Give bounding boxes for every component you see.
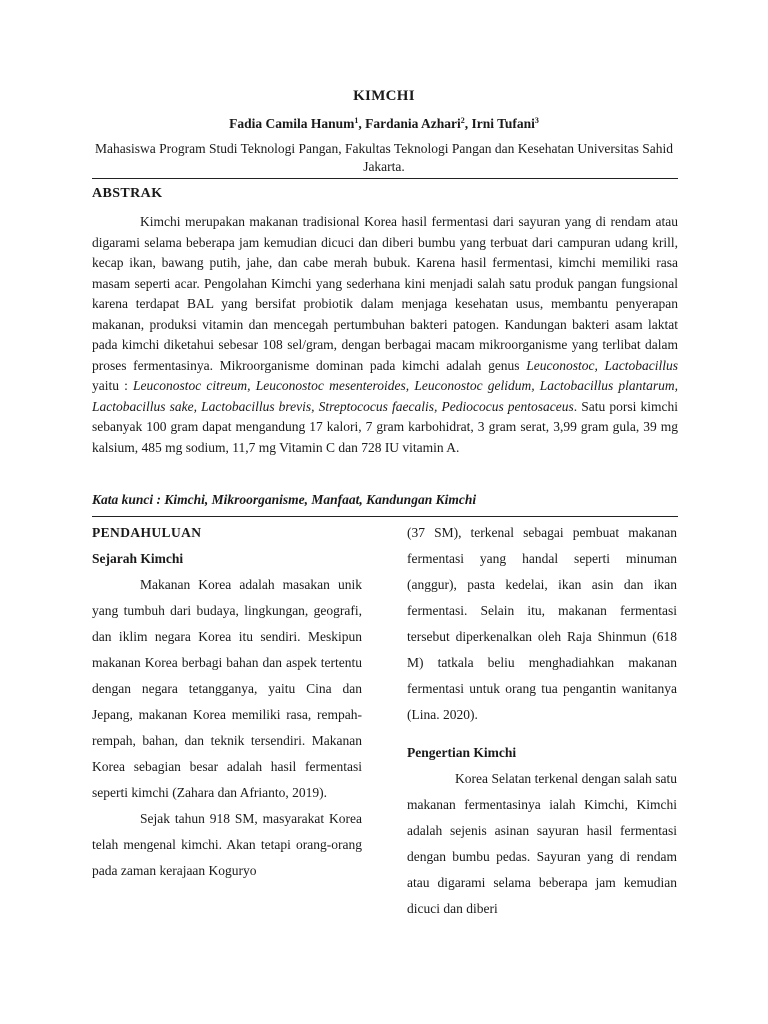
author-mark: 1 [354, 116, 359, 125]
paragraph-gap [407, 728, 677, 740]
body-paragraph: (37 SM), terkenal sebagai pembuat makanan fermentasi yang handal seperti minuman (anggur), pasta kedelai, ikan asin dan ikan fermentasi. Selain itu, makanan fermentasi tersebut diperkenalkan oleh Raja Shinmun (618 M) tatkala beliu menghadiahkan makanan fermentasi untuk orang tua pengantin wanitanya (Lina. 2020). [407, 525, 677, 722]
keywords: Kata kunci : Kimchi, Mikroorganisme, Manfaat, Kandungan Kimchi [92, 492, 477, 507]
author-mark: 3 [534, 116, 539, 125]
author-name: Irni Tufani [471, 116, 535, 131]
subsection-heading: Pengertian Kimchi [407, 745, 517, 760]
subsection-heading: Sejarah Kimchi [92, 551, 184, 566]
author-separator: , [464, 116, 472, 131]
paper-title: KIMCHI [353, 88, 415, 104]
header-divider [92, 178, 678, 179]
author-name: Fardania Azhari [365, 116, 461, 131]
section-heading: PENDAHULUAN [92, 525, 202, 540]
body-paragraph: Makanan Korea adalah masakan unik yang tumbuh dari budaya, lingkungan, geografi, dan iklim negara Korea itu sendiri. Meskipun makanan Korea berbagi bahan dan aspek tertentu dengan negara tetangganya, yaitu Cina dan Jepang, makanan Korea memiliki rasa, rempah-rempah, bahan, dan teknik tersendiri. Makanan Korea sebagian besar adalah hasil fermentasi seperti kimchi (Zahara dan Afrianto, 2019). [92, 577, 362, 800]
abstract-part: Kimchi merupakan makanan tradisional Korea hasil fermentasi dari sayuran yang di rendam atau digarami selama beberapa jam kemudian dicuci dan diberi bumbu yang terbuat dari campuran udang krill, kecap ikan, bawang putih, jahe, dan cabe merah bubuk. Karena hasil fermentasi, kimchi memiliki rasa masam seperti acar. Pengolahan Kimchi yang sederhana kini menjadi salah satu produk pangan fungsional karena terdapat BAL yang bersifat probiotik dalam menjaga kesehatan usus, membantu penyerapan makanan, produksi vitamin dan mencegah pertumbuhan bakteri patogen. Kandungan bakteri asam laktat pada kimchi diketahui sebesar 108 sel/gram, dengan berbagai macam mikroorganisme yang terlibat dalam proses fermentasinya. Mikroorganisme dominan pada kimchi adalah genus [92, 214, 678, 373]
abstract-heading: ABSTRAK [92, 186, 163, 201]
abstract-genus: Leuconostoc, Lactobacillus [526, 357, 678, 373]
abstract-text [92, 212, 678, 458]
right-column [407, 520, 677, 922]
author-separator: , [358, 116, 366, 131]
body-paragraph: Korea Selatan terkenal dengan salah satu makanan fermentasinya ialah Kimchi, Kimchi adalah sejenis asinan sayuran hasil fermentasi dengan bumbu pedas. Sayuran yang di rendam atau digarami selama beberapa jam kemudian dicuci dan diberi [407, 771, 677, 916]
abstract-part: yaitu : [92, 378, 134, 393]
author-name: Fadia Camila Hanum [229, 116, 355, 131]
author-mark: 2 [460, 116, 465, 125]
body-paragraph: Sejak tahun 918 SM, masyarakat Korea telah mengenal kimchi. Akan tetapi orang-orang pada zaman kerajaan Koguryo [92, 811, 362, 878]
abstract-species: Leuconostoc citreum, Leuconostoc mesenteroides, Leuconostoc gelidum, Lactobacillus plantarum, Lactobacillus sake, Lactobacillus brevis, Streptococus faecalis, Pediococus pentosaceus [92, 378, 678, 414]
left-column [92, 520, 362, 884]
affiliation: Mahasiswa Program Studi Teknologi Pangan, Fakultas Teknologi Pangan dan Kesehatan Universitas Sahid Jakarta. [94, 141, 674, 174]
abstract-divider [92, 516, 678, 517]
author-list [0, 116, 768, 132]
abstract-part: . Satu porsi kimchi sebanyak 100 gram dapat mengandung 17 kalori, 7 gram karbohidrat, 3 gram serat, 3,99 gram gula, 39 mg kalsium, 485 mg sodium, 11,7 mg Vitamin C dan 728 IU vitamin A. [92, 398, 678, 455]
